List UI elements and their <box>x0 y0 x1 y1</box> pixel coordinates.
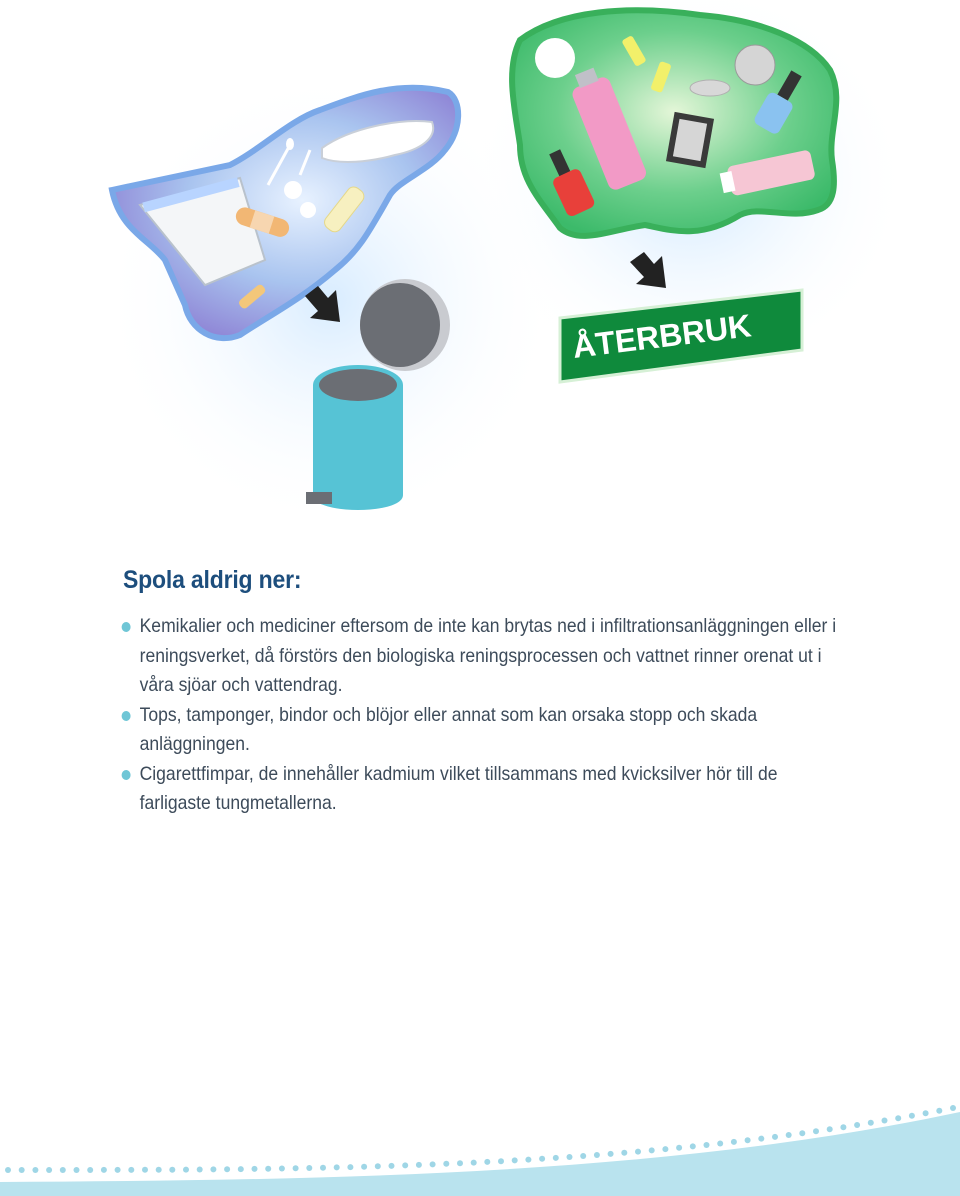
section-heading: Spola aldrig ner: <box>123 566 302 594</box>
lithium-battery-icon <box>735 45 775 85</box>
hazardous-waste-bubble <box>512 10 836 236</box>
waste-sorting-illustration <box>0 0 960 540</box>
cotton-ball-icon <box>284 181 302 199</box>
list-item-text: Kemikalier och mediciner eftersom de inte kan brytas ned i infiltrationsanläggningen eller i reningsverket, då förstörs den biologiska reningsprocessen och vattnet rinner orenat ut i våra sjöar och vattendrag. <box>139 615 837 696</box>
bullet-icon <box>122 711 131 721</box>
list-item-text: Cigarettfimpar, de innehåller kadmium vilket tillsammans med kvicksilver hör till de farligaste tungmetallerna. <box>139 762 778 814</box>
list-item <box>118 701 851 760</box>
recycle-sign-label: ÅTERBRUK <box>570 307 754 365</box>
coin-cell-icon <box>690 80 730 96</box>
bullet-list <box>118 612 878 819</box>
bullet-icon <box>122 622 131 632</box>
footer-wave-decoration <box>0 1090 960 1196</box>
nine-volt-battery-icon <box>666 112 714 168</box>
list-item <box>118 612 851 701</box>
list-item-text: Tops, tamponger, bindor och blöjor eller annat som kan orsaka stopp och skada anläggningen. <box>139 703 758 755</box>
bullet-icon <box>122 770 131 780</box>
white-cylinder-icon <box>535 38 575 78</box>
list-item <box>118 760 851 819</box>
